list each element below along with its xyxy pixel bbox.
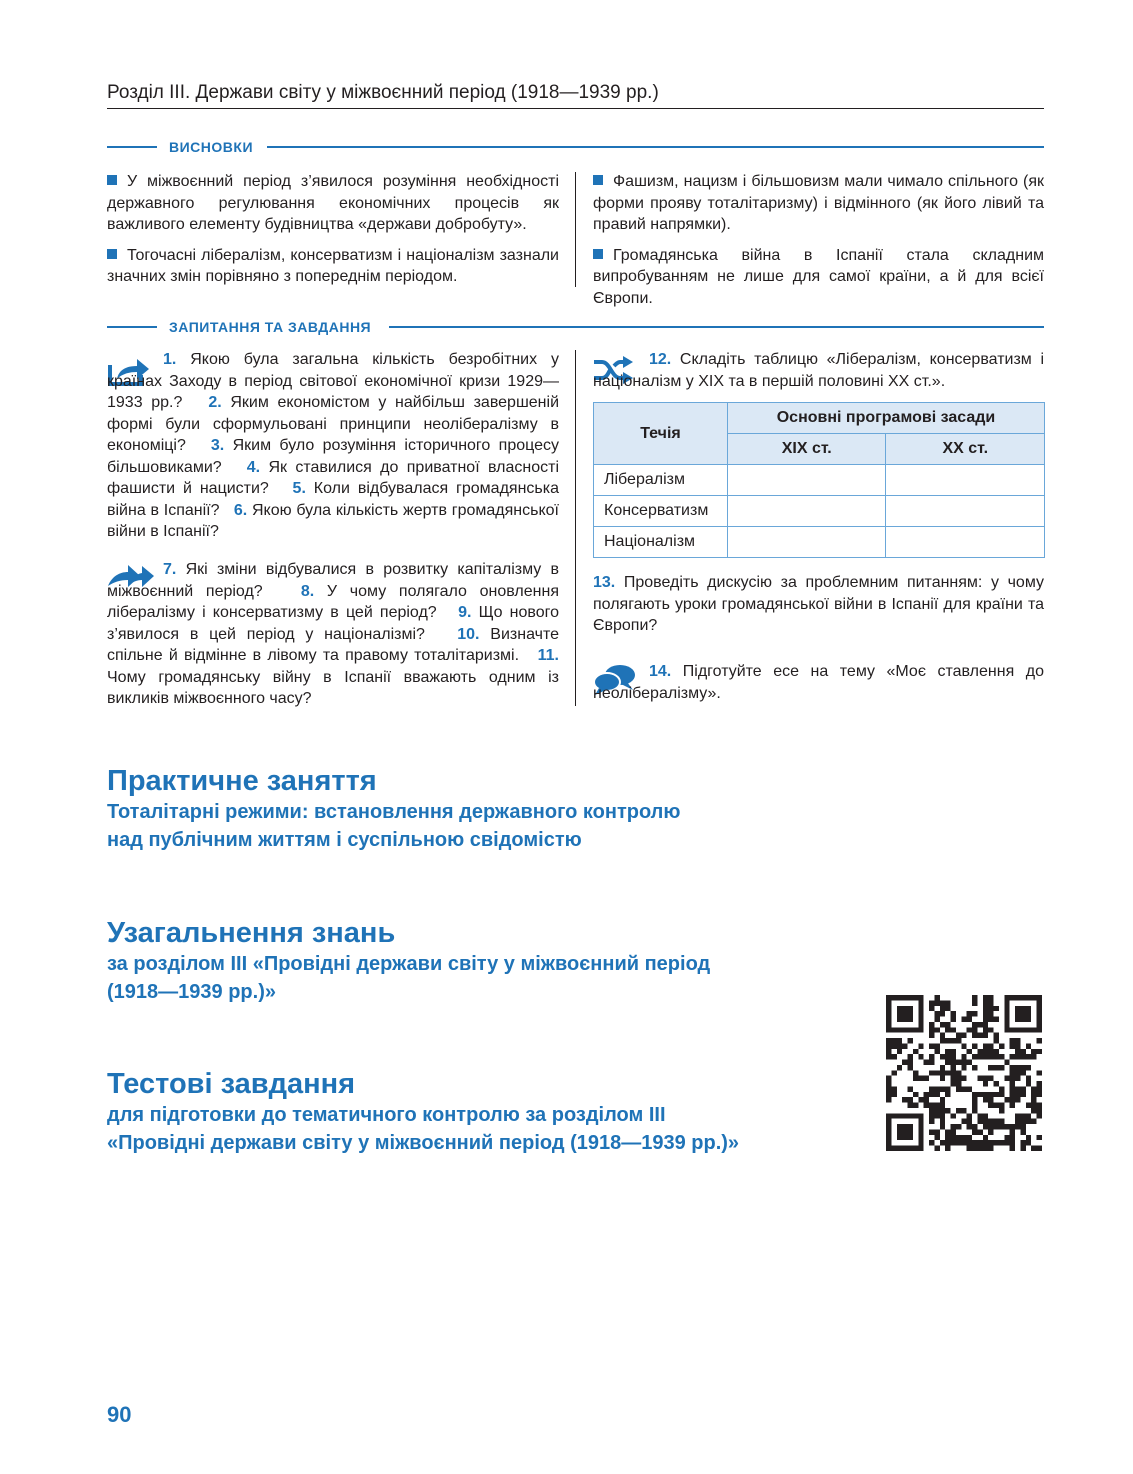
summary-subtitle-1: за розділом III «Провідні держави світу у міжвоєнний період (107, 953, 711, 975)
table-cell-current: Лібералізм (594, 465, 728, 496)
questions-block-1: 1. Якою була загальна кількість безробітних у країнах Заходу в період світової економічної кризи 1929—1933 рр.? 2. Яким економістом у найбільш завершеній формі були сформульовані принципи неолібералізму в економіці? 3. Яким було розуміння історичного процесу більшовиками? 4. Як ставилися до приватної власності фашисти й нацисти? 5. Коли відбувалася громадянська війна в Іспанії? 6. Якою була кількість жертв громадянської війни в Іспанії? (107, 351, 560, 540)
table-row (594, 465, 1045, 496)
summary-title: Узагальнення знань (107, 917, 396, 949)
column-divider (575, 350, 576, 706)
running-header (107, 80, 1044, 109)
tests-subtitle-2: «Провідні держави світу у міжвоєнний період (1918—1939 рр.)» (107, 1132, 740, 1154)
heading-rule-right (389, 326, 1044, 328)
question-12: 12. Складіть таблицю «Лібералізм, консерватизм і націоналізм у XIX та в першій половині XX ст.». (593, 351, 1044, 390)
conclusions-title: ВИСНОВКИ (169, 139, 254, 155)
table-header-current: Течія (594, 403, 728, 465)
table-header-principles: Основні програмові засади (727, 403, 1044, 434)
table-cell-empty[interactable] (886, 527, 1045, 558)
practical-subtitle-2: над публічним життям і суспільною свідомістю (107, 829, 582, 851)
table-cell-empty[interactable] (886, 496, 1045, 527)
running-header-text: Розділ III. Держави світу у міжвоєнний період (1918—1939 рр.) (107, 82, 659, 103)
table-row (594, 527, 1045, 558)
summary-subtitle-2: (1918—1939 рр.)» (107, 981, 276, 1003)
conclusions-right-column (593, 171, 1044, 318)
table-header-19th: XIX ст. (727, 434, 886, 465)
practical-section (107, 764, 680, 854)
practical-subtitle-1: Тоталітарні режими: встановлення державного контролю (107, 801, 681, 823)
conclusion-item: Тогочасні лібералізм, консерватизм і націоналізм зазнали значних змін порівняно з попереднім періодом. (107, 246, 559, 285)
table-cell-empty[interactable] (727, 496, 886, 527)
conclusions-heading (107, 137, 1044, 157)
practical-title: Практичне заняття (107, 765, 377, 797)
square-bullet-icon (593, 175, 603, 185)
table-cell-empty[interactable] (727, 527, 886, 558)
square-bullet-icon (107, 175, 117, 185)
conclusion-item: Фашизм, нацизм і більшовизм мали чимало спільного (як форми прояву тоталітаризму) і відмінного (як його лівий та правий напрямки). (593, 173, 1044, 233)
table-cell-current: Націоналізм (594, 527, 728, 558)
summary-section (107, 916, 710, 1006)
conclusion-item: Громадянська війна в Іспанії стала складним випробуванням не лише для самої країни, а й для всієї Європи. (593, 246, 1044, 307)
column-divider (575, 172, 576, 287)
table-row (594, 496, 1045, 527)
table-cell-empty[interactable] (886, 465, 1045, 496)
heading-rule-left (107, 326, 157, 328)
table-cell-current: Консерватизм (594, 496, 728, 527)
tests-subtitle-1: для підготовки до тематичного контролю за розділом III (107, 1104, 666, 1126)
table-cell-empty[interactable] (727, 465, 886, 496)
conclusions-left-column (107, 171, 559, 297)
question-13: 13. Проведіть дискусію за проблемним питанням: у чому полягають уроки громадянської війни в Іспанії для країни та Європи? (593, 574, 1044, 634)
question-14: 14. Підготуйте есе на тему «Моє ставлення до неолібералізму». (593, 663, 1045, 702)
square-bullet-icon (593, 249, 603, 259)
tests-section (107, 1067, 739, 1157)
questions-block-2: 7. Які зміни відбувалися в розвитку капіталізму в міжвоєнний період? 8. У чому полягало оновлення лібералізму і консерватизму в цей період? 9. Що нового з’явилося в цей період у націоналізмі? 10. Визначте спільне й відмінне в лівому та правому тоталітаризмі. 11. Чому громадянську війну в Іспанії вважають одним із викликів міжвоєнного часу? (107, 561, 559, 707)
square-bullet-icon (107, 249, 117, 259)
heading-rule-right (267, 146, 1044, 148)
questions-heading (107, 317, 1044, 337)
ideologies-table (593, 402, 1045, 558)
questions-title: ЗАПИТАННЯ ТА ЗАВДАННЯ (169, 319, 372, 335)
qr-code-icon[interactable] (886, 995, 1042, 1151)
table-header-20th: XX ст. (886, 434, 1045, 465)
page-number: 90 (107, 1402, 132, 1427)
conclusion-item: У міжвоєнний період з’явилося розуміння необхідності державного регулювання економічних процесів як важливого елементу будівництва «держави добробуту». (107, 173, 559, 233)
tests-title: Тестові завдання (107, 1068, 356, 1100)
heading-rule-left (107, 146, 157, 148)
